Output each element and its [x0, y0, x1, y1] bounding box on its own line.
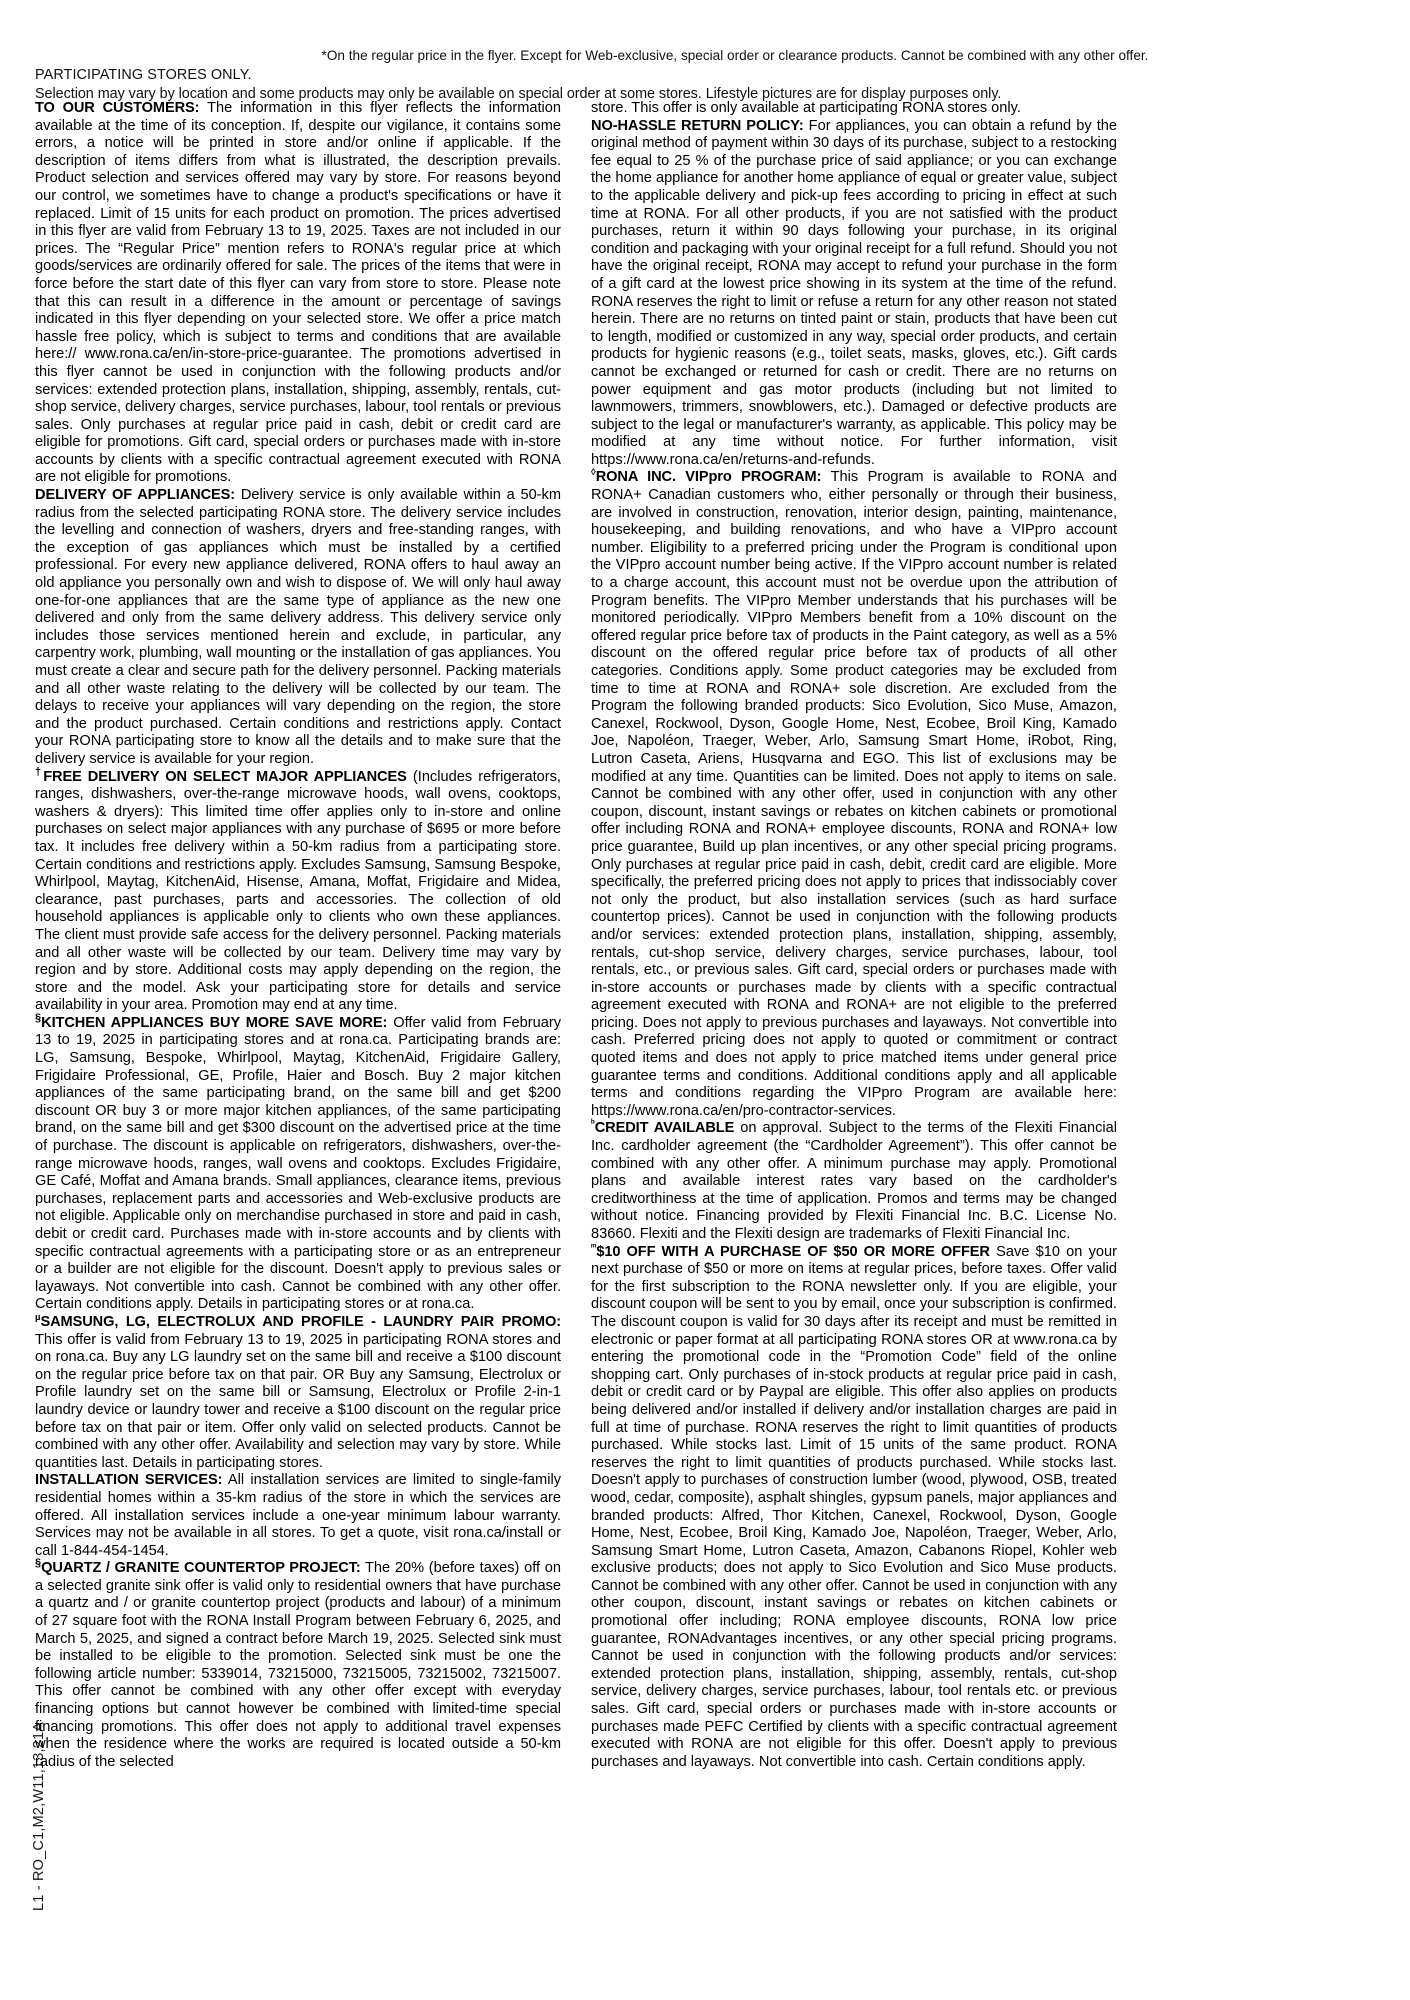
section-heading: QUARTZ / GRANITE COUNTERTOP PROJECT:: [41, 1560, 361, 1577]
section-heading: NO-HASSLE RETURN POLICY:: [591, 117, 804, 134]
section-body: For appliances, you can obtain a refund by the original method of payment within 30 days of its purchase, subject to a restocking fee equal to 25 % of the purchase price of said appliance; or you can exchange the home appliance for another home appliance of equal or greater value, subject to the applicable delivery and pick-up fees according to pricing in effect at such time at RONA. For all other products, if you are not satisfied with the product purchases, return it within 90 days following your purchase, in its original condition and packaging with your original receipt for a full refund. Should you not have the original receipt, RONA may accept to refund your purchase in the form of a gift card at the lowest price showing in its system at the time of the refund. RONA reserves the right to limit or refuse a return for any other reason not stated herein. There are no returns on tinted paint or stain, products that have been cut to length, modified or customized in any way, special order products, and certain products for hygienic reasons (e.g., toilet seats, masks, gloves, etc.). Gift cards cannot be exchanged or returned for cash or credit. There are no returns on power equipment and gas motor products (including but not limited to lawnmowers, trimmers, snowblowers, etc.). Damaged or defective products are subject to the legal or manufacturer's warranty, as applicable. This policy may be modified at any time without notice. For further information, visit https://www.rona.ca/en/returns-and-refunds.: [591, 117, 1117, 468]
footnote-marker: §: [35, 1012, 42, 1025]
legal-paragraph: [35, 1314, 561, 1472]
legal-paragraph: [35, 100, 561, 487]
section-body: The information in this flyer reflects the information available at the time of its conception. If, despite our vigilance, it contains some errors, a notice will be printed in store and/or online if applicable. If the description of items differs from what is illustrated, the description prevails. Product selection and services offered may vary by store. For reasons beyond our control, we sometimes have to change a product's specifications or have it replaced. Limit of 15 units for each product on promotion. The prices advertised in this flyer are valid from February 13 to 19, 2025. Taxes are not included in our prices. The “Regular Price” mention refers to RONA's regular price at which goods/services are ordinarily offered for sale. The prices of the items that were in force before the start date of this flyer can vary from store to store. Please note that this can result in a difference in the amount or percentage of savings indicated in this flyer depending on your selected store. We offer a price match hassle free policy, which is subject to terms and conditions that are available here:// www.rona.ca/en/in-store-price-guarantee. The promotions advertised in this flyer cannot be used in conjunction with the following products and/or services: extended protection plans, installation, shipping, assembly, rentals, cut-shop service, delivery charges, service purchases, labour, tool rentals or previous sales. Only purchases at regular price paid in cash, debit or credit card are eligible for promotions. Gift card, special orders or purchases made with in-store accounts by clients with a specific contractual agreement executed with RONA are not eligible for promotions.: [35, 100, 562, 486]
selection-varies-line: Selection may vary by location and some products may only be available on special order at some stores. Lifestyle pictures are for display purposes only.: [35, 85, 1002, 102]
footnote-marker: §: [35, 1557, 42, 1570]
section-heading: DELIVERY OF APPLIANCES:: [35, 487, 236, 504]
footnote-marker: ᵇ: [591, 1118, 595, 1130]
legal-paragraph: [591, 118, 1117, 470]
participating-stores-line: PARTICIPATING STORES ONLY.: [35, 67, 252, 83]
section-body: All installation services are limited to single-family residential homes within a 35-km radius of the store in which the services are offered. All installation services include a one-year minimum labour warranty. Services may not be available in all stores. To get a quote, visit rona.ca/install or call 1-844-454-1454.: [35, 1472, 561, 1559]
section-heading: RONA INC. VIPpro PROGRAM:: [595, 469, 822, 486]
section-body: Delivery service is only available within a 50-km radius from the selected participating RONA store. The delivery service includes the levelling and connection of washers, dryers and free-standing ranges, with the exception of gas appliances which must be installed by a certified professional. For every new appliance delivered, RONA offers to haul away an old appliance you personally own and wish to dispose of. We will only haul away one-for-one appliances that are the same type of appliance as the new one delivered and only from the same delivery address. This delivery service only includes those services mentioned herein and exclude, in particular, any carpentry work, plumbing, wall mounting or the installation of gas appliances. You must create a clear and secure path for the delivery personnel. Packing materials and all other waste relating to the delivery will be collected by our team. The delays to receive your appliances will vary depending on the region, the store and the product purchased. Certain conditions and restrictions apply. Contact your RONA participating store to know all the details and to make sure that the delivery service is available for your region.: [35, 487, 561, 767]
section-body: The 20% (before taxes) off on a selected granite sink offer is valid only to residential owners that have purchase a quartz and / or granite countertop project (products and labour) of a minimum of 27 square foot with the RONA Install Program between February 6, 2025, and March 5, 2025, and signed a contract before March 19, 2025. Selected sink must be installed to be eligible to the promotion. Selected sink must be one the following article number: 5339014, 73215000, 73215005, 73215002, 73215007. This offer cannot be combined with any other offer except with everyday financing options but cannot however be combined with limited-time special financing promotions. This offer does not apply to additional travel expenses when the residence where the works are required is located outside a 50-km radius of the selected: [35, 1560, 561, 1770]
right-column: [591, 100, 1117, 1990]
footnote-marker: ᵐ: [591, 1241, 597, 1253]
footnote-marker: µ: [35, 1312, 41, 1324]
section-heading: SAMSUNG, LG, ELECTROLUX AND PROFILE - LAUNDRY PAIR PROMO:: [40, 1313, 561, 1330]
section-body: Offer valid from February 13 to 19, 2025 in participating stores and at rona.ca. Participating brands are: LG, Samsung, Bespoke, Whirlpool, Maytag, KitchenAid, Frigidaire Gallery, Frigidaire Professional, GE, Profile, Haier and Bosch. Buy 2 major kitchen appliances of the same participating brand, on the same bill and get $200 discount OR buy 3 or more major kitchen appliances, of the same participating brand, on the same bill and get $300 discount on the advertised price at the time of purchase. The discount is applicable on refrigerators, dishwashers, over-the-range microwave hoods, ranges, wall ovens and cooktops. Excludes Frigidaire, GE Café, Moffat and Amana brands. Small appliances, clearance items, previous purchases, replacement parts and accessories and Web-exclusive products are not eligible. Applicable only on merchandise purchased in store and paid in cash, debit or credit card. Purchases made with in-store accounts and by clients with specific contractual agreements with a participating store or as an entrepreneur or a builder are not eligible for the discount. Doesn't apply to previous sales or layaways. Not convertible into cash. Cannot be combined with any other offer. Certain conditions apply. Details in participating stores or at rona.ca.: [35, 1014, 562, 1313]
legal-paragraph: [591, 469, 1117, 1120]
section-heading: CREDIT AVAILABLE: [594, 1120, 735, 1137]
section-heading: FREE DELIVERY ON SELECT MAJOR APPLIANCES: [43, 768, 407, 785]
legal-paragraph: [591, 1120, 1117, 1243]
section-body: on approval. Subject to the terms of the Flexiti Financial Inc. cardholder agreement (the “Cardholder Agreement”). This offer cannot be combined with any other offer. A minimum purchase may apply. Promotional plans and available interest rates vary based on the cardholder's creditworthiness at the time of application. Promos and terms may be changed without notice. Financing provided by Flexiti Financial Inc. B.C. License No. 83660. Flexiti and the Flexiti design are trademarks of Flexiti Financial Inc.: [591, 1120, 1117, 1242]
legal-paragraph: [35, 1557, 561, 1771]
section-heading: $10 OFF WITH A PURCHASE OF $50 OR MORE OFFER: [596, 1243, 990, 1260]
legal-paragraph: [35, 1012, 562, 1314]
footnote-marker: ◊: [591, 467, 596, 479]
legal-paragraph: [35, 1472, 561, 1560]
preamble-block: [35, 66, 1380, 103]
side-reference-code: L1 - RO_C1,M2,W11,13,21A: [31, 1721, 47, 1911]
footnote-marker: †: [35, 765, 44, 778]
left-column: [35, 100, 561, 1990]
section-body: This offer is valid from February 13 to 19, 2025 in participating RONA stores and on rona.ca. Buy any LG laundry set on the same bill and receive a $100 discount on the regular price before tax on that pair. OR Buy any Samsung, Electrolux or Profile laundry set on the same bill or Samsung, Electrolux or Profile 2-in-1 laundry device or laundry tower and receive a $100 discount on the regular price before tax on that pair or item. Offer only valid on selected products. Cannot be combined with any other offer. Availability and selection may vary by store. While quantities last. Details in participating stores.: [35, 1331, 561, 1471]
section-body: This Program is available to RONA and RONA+ Canadian customers who, either personally or through their business, are involved in construction, renovation, interior design, painting, maintenance, housekeeping, and building renovations, and who have a VIPpro account number. Eligibility to a preferred pricing under the Program is conditional upon the VIPpro account number being active. If the VIPpro account number is related to a charge account, this account must not be overdue upon the attribution of Program benefits. The VIPpro Member understands that his purchases will be monitored periodically. VIPpro Members benefit from a 10% discount on the offered regular price before tax of products in the Paint category, as well as a 5% discount on the offered regular price before tax of products of all other categories. Conditions apply. Some product categories may be excluded from time to time at RONA and RONA+ sole discretion. Are excluded from the Program the following branded products: Sico Evolution, Sico Muse, Amazon, Canexel, Rockwool, Dyson, Google Home, Nest, Ecobee, Broil King, Kamado Joe, Napoléon, Traeger, Weber, Arlo, Samsung Smart Home, iRobot, Ring, Lutron Caseta, Ariens, Husqvarna and EGO. This list of exclusions may be modified at any time. Quantities can be limited. Does not apply to items on sale. Cannot be combined with any other offer, used in conjunction with any other coupon, discount, instant savings or rebates on kitchen cabinets or promotional offer including RONA and RONA+ employee discounts, RONA and RONA+ low price guarantee, Build up plan incentives, or any other special pricing programs. Only purchases at regular price paid in cash, debit, credit card are eligible. More specifically, the preferred pricing does not apply to prices that indissociably cover not only the product, but also installation services (such as hard surface countertop prices). Cannot be used in conjunction with the following products and/or services: extended protection plans, installation, shipping, assembly, rentals, cut-shop service, delivery charges, service purchases, labour, tool rentals, etc., or previous sales. Gift card, special orders or purchases made with in-store accounts or purchases made by clients with a specific contractual agreement executed with RONA and RONA+ are not eligible to the preferred pricing. Does not apply to previous purchases and layaways. Not convertible into cash. Preferred pricing does not apply to quoted or commitment or contract quoted items and does not apply to price matched items under general price guarantee terms and conditions. Additional conditions apply and all applicable terms and conditions regarding the VIPpro Program are available here: https://www.rona.ca/en/pro-contractor-services.: [591, 469, 1117, 1119]
legal-paragraph: [591, 1241, 1118, 1772]
section-heading: TO OUR CUSTOMERS:: [35, 100, 200, 116]
top-asterisk-note: *On the regular price in the flyer. Except for Web-exclusive, special order or clearance products. Cannot be combined with any other offer.: [321, 48, 1149, 63]
legal-paragraph: [591, 100, 1117, 118]
legal-paragraph: [35, 487, 561, 769]
two-column-body: [35, 100, 1383, 1990]
section-body: Save $10 on your next purchase of $50 or more on items at regular prices, before taxes. Offer valid for the first subscription to the RONA newsletter only. If you are eligible, your discount coupon will be sent to you by email, once your subscription is confirmed. The discount coupon is valid for 30 days after its receipt and must be remitted in electronic or paper format at all participating RONA stores OR at www.rona.ca by entering the promotional code in the “Promotion Code” field of the online shopping cart. Only purchases of in-stock products at regular price paid in cash, debit or credit card or by Paypal are eligible. This offer also applies on products being delivered and/or installed if delivery and/or installation charges are paid in full at time of purchase. RONA reserves the right to limit quantities of products purchased. While stocks last. Limit of 15 units of the same product. RONA reserves the right to limit quantities of products purchased. While stocks last. Doesn't apply to purchases of construction lumber (wood, plywood, OSB, treated wood, cedar, composite), asphalt shingles, gypsum panels, major appliances and branded products: Alfred, Thor Kitchen, Canexel, Rockwool, Dyson, Google Home, Nest, Ecobee, Broil King, Kamado Joe, Napoléon, Traeger, Weber, Arlo, Samsung Smart Home, Lutron Caseta, Amazon, Cabanons Riopel, Kohler web exclusive products; does not apply to Sico Evolution and Sico Muse products. Cannot be combined with any other offer. Cannot be used in conjunction with any other coupon, discount, instant savings or rebates on kitchen cabinets or promotional offer including; RONA employee discounts, RONA low price guarantee, RONAdvantages incentives, or any other special pricing programs. Cannot be used in conjunction with the following products and/or services: extended protection plans, installation, shipping, assembly, rentals, cut-shop service, delivery charges, service purchases, labour, tool rentals etc. or previous sales. Gift card, special orders or purchases made with in-store accounts or purchases made PEFC Certified by clients with a specific contractual agreement executed with RONA are not eligible for this offer. Doesn't apply to previous purchases and layaways. Not convertible into cash. Certain conditions apply.: [591, 1243, 1118, 1770]
legal-paragraph: [35, 765, 561, 1015]
section-body: (Includes refrigerators, ranges, dishwashers, over-the-range microwave hoods, wall ovens, cooktops, washers & dryers): This limited time offer applies only to in-store and online purchases on select major appliances with any purchase of $695 or more before tax. It includes free delivery within a 50-km radius from a participating store. Certain conditions and restrictions apply. Excludes Samsung, Samsung Bespoke, Whirlpool, Maytag, KitchenAid, Hisense, Amana, Moffat, Frigidaire and Midea, clearance, past purchases, parts and accessories. The collection of old household appliances is applicable only to clients who own these appliances. The client must provide safe access for the delivery personnel. Packing materials and all other waste will be collected by our team. Delivery time may vary by region and by store. Additional costs may apply depending on the region, the store and the model. Ask your participating store for details and service availability in your area. Promotion may end at any time.: [35, 768, 561, 1014]
section-heading: INSTALLATION SERVICES:: [35, 1472, 223, 1489]
section-heading: KITCHEN APPLIANCES BUY MORE SAVE MORE:: [41, 1014, 388, 1031]
section-body: store. This offer is only available at participating RONA stores only.: [591, 100, 1021, 116]
